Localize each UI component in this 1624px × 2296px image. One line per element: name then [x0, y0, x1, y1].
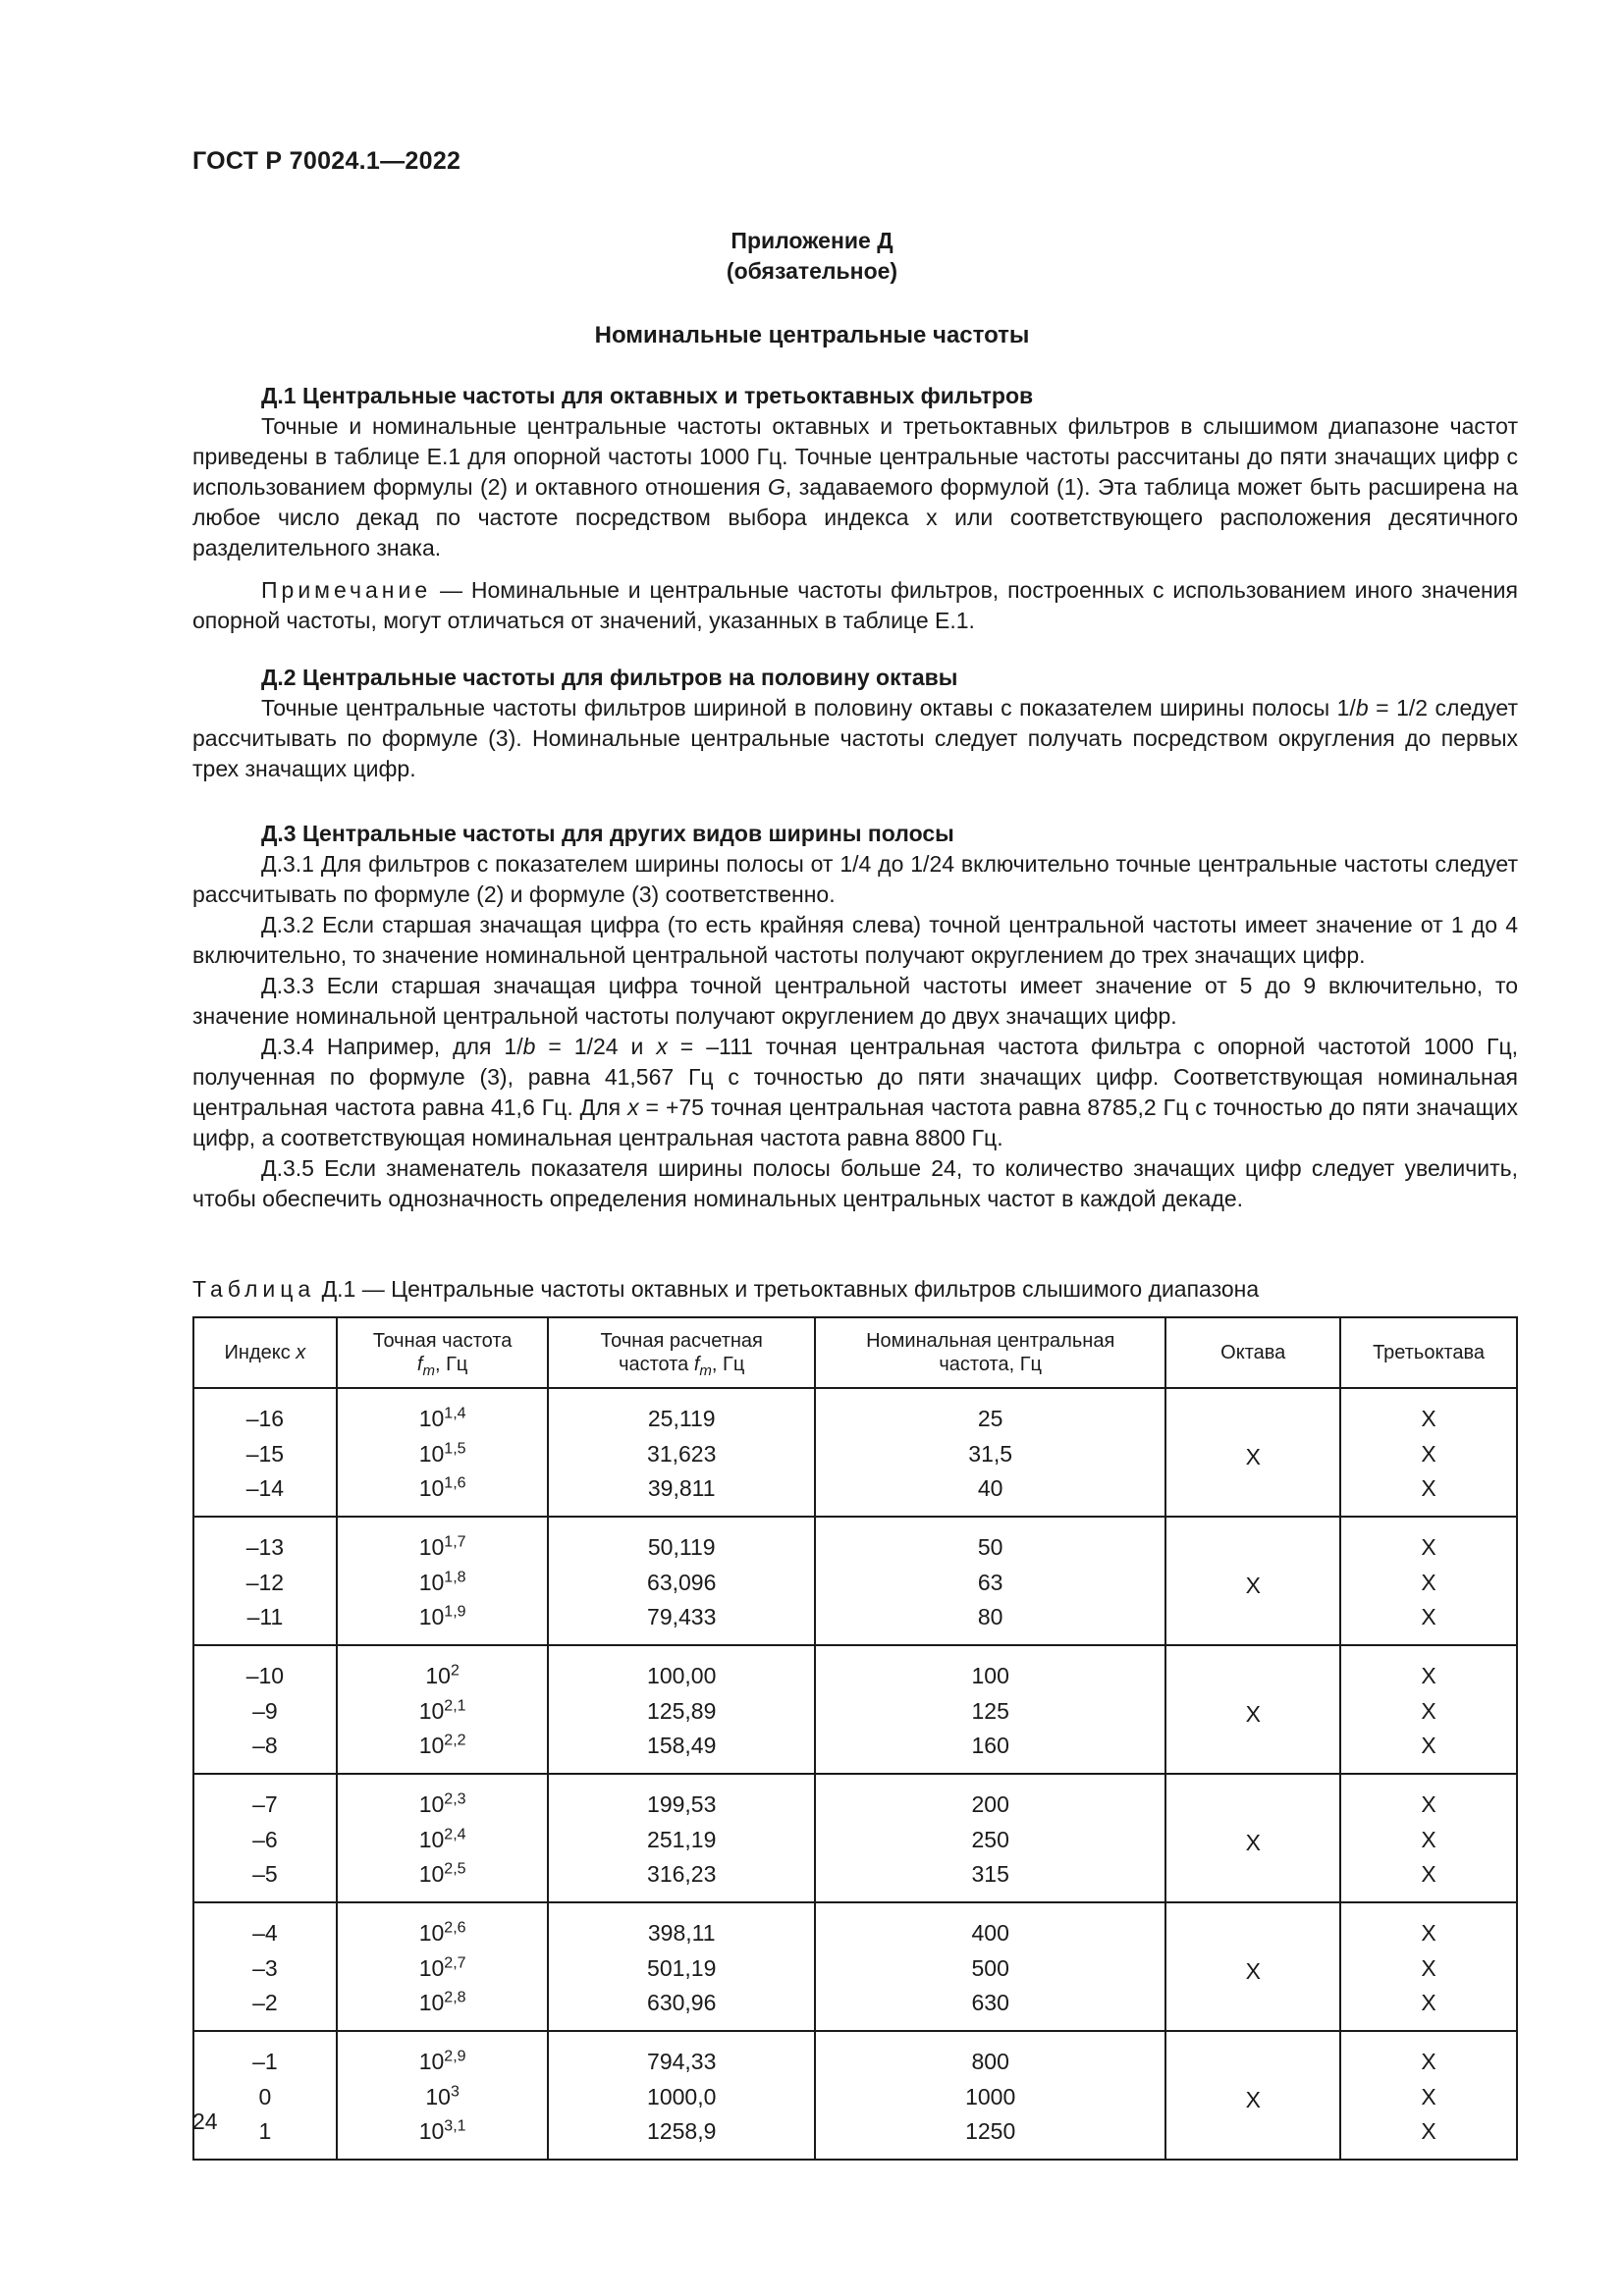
cell-calc-frequency: 630,96	[548, 1984, 815, 2031]
cell-nominal-frequency: 400	[815, 1902, 1165, 1953]
cell-index: –2	[193, 1984, 337, 2031]
cell-exact-frequency: 10$^{2,5}$	[337, 1855, 549, 1902]
cell-calc-frequency: 50,119	[548, 1517, 815, 1568]
cell-calc-frequency: 39,811	[548, 1469, 815, 1517]
header-calc-frequency: Точная расчетная частота $f_m$, Гц	[548, 1317, 815, 1388]
cell-exact-frequency: 10$^{2,8}$	[337, 1984, 549, 2031]
cell-exact-frequency: 10$^{1,5}$	[337, 1439, 549, 1469]
cell-third-octave: X	[1340, 2082, 1517, 2112]
cell-index: 0	[193, 2082, 337, 2112]
cell-octave: X	[1165, 1388, 1340, 1517]
cell-exact-frequency: 10$^{1,8}$	[337, 1568, 549, 1598]
cell-nominal-frequency: 800	[815, 2031, 1165, 2082]
cell-third-octave: X	[1340, 1388, 1517, 1439]
cell-nominal-frequency: 200	[815, 1774, 1165, 1825]
section-d1-heading: Д.1 Центральные частоты для октавных и третьоктавных фильтров	[261, 383, 1034, 408]
table-row	[193, 1774, 1517, 1825]
cell-calc-frequency: 1000,0	[548, 2082, 815, 2112]
cell-index: –9	[193, 1696, 337, 1727]
cell-exact-frequency: 10$^{1,6}$	[337, 1469, 549, 1517]
section-d3-paragraph-3: Д.3.3 Если старшая значащая цифра точной центральной частоты имеет значение от 5 до 9 включительно, то значение номинальной центральной частоты получают округлением до двух значащих цифр.	[192, 973, 1518, 1029]
annex-heading: Номинальные центральные частоты	[594, 322, 1030, 348]
cell-third-octave: X	[1340, 1696, 1517, 1727]
cell-exact-frequency: 10$^{1,4}$	[337, 1388, 549, 1439]
cell-exact-frequency: 10$^{2,9}$	[337, 2031, 549, 2082]
cell-nominal-frequency: 1000	[815, 2082, 1165, 2112]
cell-calc-frequency: 251,19	[548, 1825, 815, 1855]
cell-exact-frequency: 10$^{2,4}$	[337, 1825, 549, 1855]
section-d1-note: Примечание — Номинальные и центральные частоты фильтров, построенных с использованием иного значения опорной частоты, могут отличаться от значений, указанных в таблице Е.1.	[192, 577, 1518, 633]
cell-index: –6	[193, 1825, 337, 1855]
cell-nominal-frequency: 40	[815, 1469, 1165, 1517]
cell-calc-frequency: 79,433	[548, 1598, 815, 1645]
table-body	[193, 1388, 1517, 2160]
table-row	[193, 1902, 1517, 1953]
cell-exact-frequency: 10$^{2,2}$	[337, 1727, 549, 1774]
cell-index: –11	[193, 1598, 337, 1645]
cell-index: –16	[193, 1388, 337, 1439]
cell-index: –8	[193, 1727, 337, 1774]
cell-third-octave: X	[1340, 1953, 1517, 1984]
cell-third-octave: X	[1340, 1469, 1517, 1517]
cell-calc-frequency: 794,33	[548, 2031, 815, 2082]
header-exact-frequency: Точная частота $f_m$, Гц	[337, 1317, 549, 1388]
cell-nominal-frequency: 250	[815, 1825, 1165, 1855]
cell-third-octave: X	[1340, 1568, 1517, 1598]
cell-third-octave: X	[1340, 1825, 1517, 1855]
cell-third-octave: X	[1340, 2112, 1517, 2160]
cell-nominal-frequency: 63	[815, 1568, 1165, 1598]
header-octave: Октава	[1165, 1317, 1340, 1388]
cell-index: –7	[193, 1774, 337, 1825]
section-d3	[192, 819, 1518, 1214]
cell-index: –14	[193, 1469, 337, 1517]
cell-index: –12	[193, 1568, 337, 1598]
section-d2	[192, 663, 1518, 784]
cell-calc-frequency: 100,00	[548, 1645, 815, 1696]
cell-calc-frequency: 25,119	[548, 1388, 815, 1439]
cell-third-octave: X	[1340, 1774, 1517, 1825]
section-d2-heading: Д.2 Центральные частоты для фильтров на половину октавы	[261, 665, 958, 690]
section-d3-paragraph-4: Д.3.4 Например, для 1/b = 1/24 и x = –111 точная центральная частота фильтра с опорной частотой 1000 Гц, полученная по формуле (3), равна 41,567 Гц с точностью до пяти значащих цифр. Соответствующая номинальная центральная частота равна 41,6 Гц. Для x = +75 точная центральная частота равна 8785,2 Гц с точностью до пяти значащих цифр, а соответствующая номинальная центральная частота равна 8800 Гц.	[192, 1034, 1519, 1150]
frequency-table	[192, 1316, 1518, 2161]
cell-third-octave: X	[1340, 1855, 1517, 1902]
cell-third-octave: X	[1340, 2031, 1517, 2082]
standard-header: ГОСТ Р 70024.1—2022	[192, 147, 461, 175]
table-row	[193, 1517, 1517, 1568]
cell-calc-frequency: 199,53	[548, 1774, 815, 1825]
section-d3-paragraph-1: Д.3.1 Для фильтров с показателем ширины полосы от 1/4 до 1/24 включительно точные центральные частоты следует рассчитывать по формуле (2) и формуле (3) соответственно.	[192, 851, 1518, 907]
table-row	[193, 2031, 1517, 2082]
cell-index: –10	[193, 1645, 337, 1696]
cell-nominal-frequency: 80	[815, 1598, 1165, 1645]
table-row	[193, 1388, 1517, 1439]
annex-status: (обязательное)	[726, 258, 898, 284]
cell-exact-frequency: 10$^{3,1}$	[337, 2112, 549, 2160]
cell-third-octave: X	[1340, 1984, 1517, 2031]
cell-third-octave: X	[1340, 1439, 1517, 1469]
cell-index: –15	[193, 1439, 337, 1469]
cell-index: –3	[193, 1953, 337, 1984]
cell-calc-frequency: 31,623	[548, 1439, 815, 1469]
cell-exact-frequency: $10^3$	[337, 2082, 549, 2112]
cell-third-octave: X	[1340, 1902, 1517, 1953]
section-d3-paragraph-2: Д.3.2 Если старшая значащая цифра (то есть крайняя слева) точной центральной частоты имеет значение от 1 до 4 включительно, то значение номинальной центральной частоты получают округлением до трех значащих цифр.	[192, 912, 1518, 968]
cell-index: –13	[193, 1517, 337, 1568]
page-number: 24	[192, 2109, 218, 2134]
cell-calc-frequency: 316,23	[548, 1855, 815, 1902]
cell-octave: X	[1165, 1902, 1340, 2031]
cell-calc-frequency: 398,11	[548, 1902, 815, 1953]
cell-nominal-frequency: 500	[815, 1953, 1165, 1984]
cell-octave: X	[1165, 1517, 1340, 1645]
cell-nominal-frequency: 50	[815, 1517, 1165, 1568]
cell-third-octave: X	[1340, 1517, 1517, 1568]
cell-nominal-frequency: 160	[815, 1727, 1165, 1774]
header-index: Индекс x	[193, 1317, 337, 1388]
cell-nominal-frequency: 125	[815, 1696, 1165, 1727]
cell-third-octave: X	[1340, 1727, 1517, 1774]
cell-calc-frequency: 1258,9	[548, 2112, 815, 2160]
cell-index: –4	[193, 1902, 337, 1953]
table-caption: Таблица Д.1 — Центральные частоты октавных и третьоктавных фильтров слышимого диапазона	[192, 1276, 1260, 1302]
table-header-row	[193, 1317, 1517, 1388]
cell-exact-frequency: 10$^{2,3}$	[337, 1774, 549, 1825]
cell-index: –1	[193, 2031, 337, 2082]
cell-exact-frequency: 10$^{2,7}$	[337, 1953, 549, 1984]
header-nominal-frequency: Номинальная центральная частота, Гц	[815, 1317, 1165, 1388]
section-d2-paragraph: Точные центральные частоты фильтров шириной в половину октавы с показателем ширины полосы 1/b = 1/2 следует рассчитывать по формуле (3). Номинальные центральные частоты следует получать посредством округления до первых трех значащих цифр.	[192, 695, 1518, 781]
section-d3-paragraph-5: Д.3.5 Если знаменатель показателя ширины полосы больше 24, то количество значащих цифр следует увеличить, чтобы обеспечить однозначность определения номинальных центральных частот в каждой декаде.	[192, 1155, 1518, 1211]
cell-nominal-frequency: 100	[815, 1645, 1165, 1696]
cell-calc-frequency: 158,49	[548, 1727, 815, 1774]
cell-octave: X	[1165, 1645, 1340, 1774]
cell-index: –5	[193, 1855, 337, 1902]
section-d1	[192, 381, 1518, 636]
cell-nominal-frequency: 315	[815, 1855, 1165, 1902]
cell-octave: X	[1165, 1774, 1340, 1902]
cell-octave: X	[1165, 2031, 1340, 2160]
cell-index: 1	[193, 2112, 337, 2160]
section-d3-heading: Д.3 Центральные частоты для других видов ширины полосы	[261, 821, 954, 846]
cell-calc-frequency: 501,19	[548, 1953, 815, 1984]
cell-exact-frequency: 10$^{1,9}$	[337, 1598, 549, 1645]
section-d1-paragraph: Точные и номинальные центральные частоты октавных и третьоктавных фильтров в слышимом диапазоне частот приведены в таблице Е.1 для опорной частоты 1000 Гц. Точные центральные частоты рассчитаны до пяти значащих цифр с использованием формулы (2) и октавного отношения G, задаваемого формулой (1). Эта таблица может быть расширена на любое число декад по частоте посредством выбора индекса x или соответствующего расположения десятичного разделительного знака.	[192, 413, 1518, 561]
cell-nominal-frequency: 31,5	[815, 1439, 1165, 1469]
cell-nominal-frequency: 25	[815, 1388, 1165, 1439]
cell-exact-frequency: 10$^{2,1}$	[337, 1696, 549, 1727]
cell-nominal-frequency: 630	[815, 1984, 1165, 2031]
cell-exact-frequency: 10$^{1,7}$	[337, 1517, 549, 1568]
cell-third-octave: X	[1340, 1598, 1517, 1645]
cell-exact-frequency: $10^2$	[337, 1645, 549, 1696]
table-row	[193, 1645, 1517, 1696]
annex-title: Приложение Д	[731, 228, 893, 253]
cell-calc-frequency: 125,89	[548, 1696, 815, 1727]
header-third-octave: Третьоктава	[1340, 1317, 1517, 1388]
cell-nominal-frequency: 1250	[815, 2112, 1165, 2160]
cell-exact-frequency: 10$^{2,6}$	[337, 1902, 549, 1953]
cell-calc-frequency: 63,096	[548, 1568, 815, 1598]
cell-third-octave: X	[1340, 1645, 1517, 1696]
